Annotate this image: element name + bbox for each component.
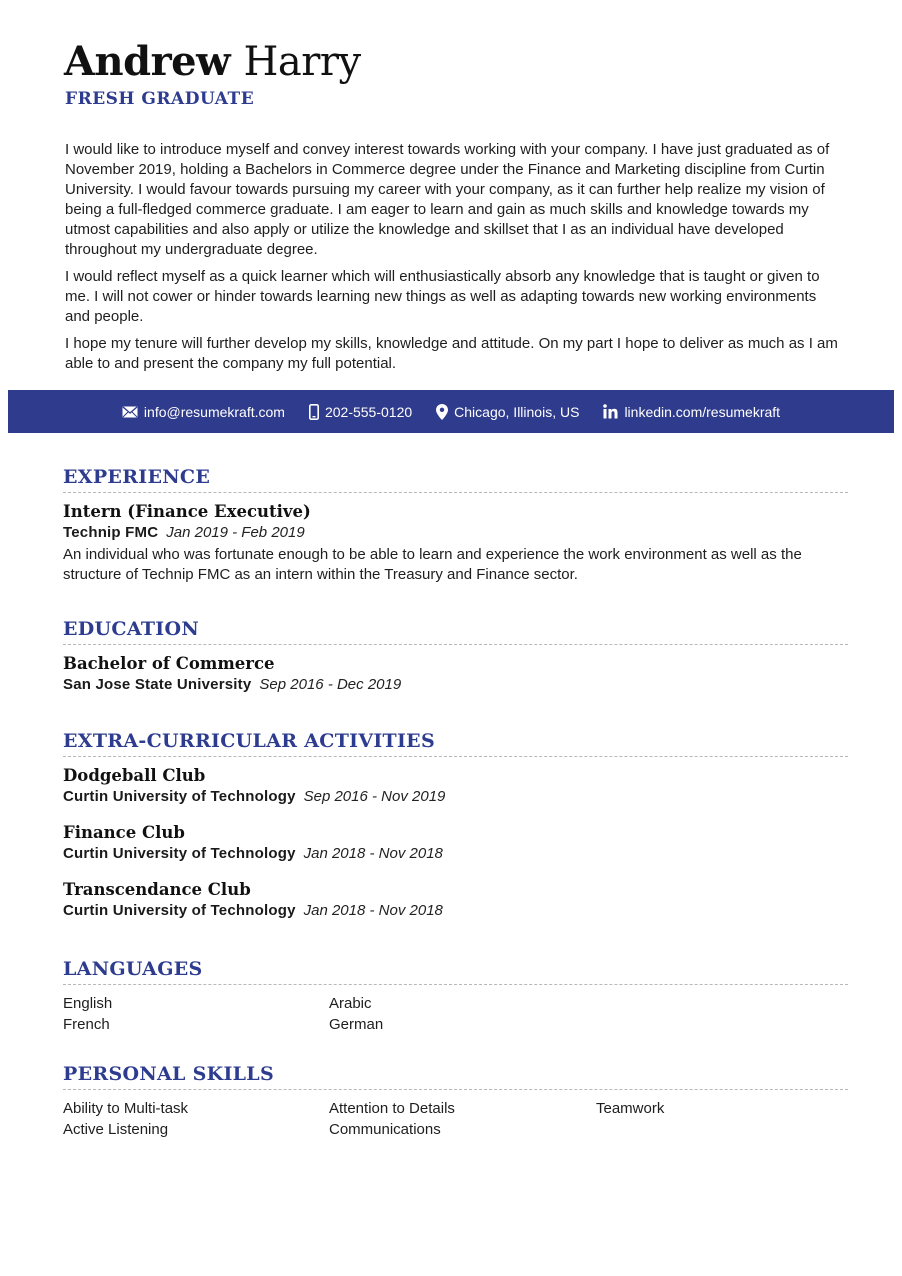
summary-paragraph: I hope my tenure will further develop my skills, knowledge and attitude. On my part I hope to deliver as much as I am able to and present the company my full potential. bbox=[65, 335, 838, 372]
activity-meta bbox=[63, 787, 848, 807]
email-text: info@resumekraft.com bbox=[143, 403, 285, 420]
section-title: EXTRA-CURRICULAR ACTIVITIES bbox=[63, 729, 848, 757]
activity-dates: Jan 2018 - Nov 2018 bbox=[303, 845, 443, 862]
last-name: Harry bbox=[243, 39, 361, 85]
activity-dates: Sep 2016 - Nov 2019 bbox=[303, 788, 446, 805]
headline: FRESH GRADUATE bbox=[65, 89, 255, 109]
education-section bbox=[63, 617, 848, 695]
contact-location bbox=[436, 404, 579, 420]
language-item: French bbox=[63, 1016, 110, 1033]
map-pin-icon bbox=[436, 404, 448, 420]
skills-list bbox=[63, 1098, 848, 1140]
activity-org: Curtin University of Technology bbox=[63, 788, 296, 805]
skill-item: Communications bbox=[329, 1121, 441, 1138]
skill-item: Ability to Multi-task bbox=[63, 1100, 189, 1117]
activity-entry bbox=[63, 765, 848, 807]
phone-icon bbox=[309, 404, 319, 420]
activity-title: Transcendance Club bbox=[63, 880, 251, 899]
first-name: Andrew bbox=[64, 38, 231, 85]
activity-org: Curtin University of Technology bbox=[63, 902, 296, 919]
languages-section bbox=[63, 957, 848, 1035]
section-title: LANGUAGES bbox=[63, 957, 848, 985]
contact-bar bbox=[8, 390, 894, 433]
job-meta bbox=[63, 523, 848, 543]
activity-meta bbox=[63, 901, 848, 921]
languages-list bbox=[63, 993, 848, 1035]
activity-org: Curtin University of Technology bbox=[63, 845, 296, 862]
experience-entry bbox=[63, 501, 848, 585]
language-item: English bbox=[63, 995, 113, 1012]
section-title: EDUCATION bbox=[63, 617, 848, 645]
summary bbox=[65, 140, 840, 381]
activity-dates: Jan 2018 - Nov 2018 bbox=[303, 902, 443, 919]
linkedin-text: linkedin.com/resumekraft bbox=[624, 403, 781, 420]
language-item: German bbox=[329, 1016, 384, 1033]
activity-meta bbox=[63, 844, 848, 864]
contact-phone[interactable] bbox=[309, 404, 412, 420]
skills-section bbox=[63, 1062, 848, 1140]
activities-section bbox=[63, 729, 848, 921]
phone-text: 202-555-0120 bbox=[324, 403, 413, 420]
contact-email[interactable] bbox=[122, 404, 285, 420]
activity-entry bbox=[63, 879, 848, 921]
skill-item: Teamwork bbox=[596, 1100, 665, 1117]
summary-paragraph: I would like to introduce myself and convey interest towards working with your company. I have just graduated as of November 2019, holding a Bachelors in Commerce degree under the Finance and Marketing discipline from Curtin University. I would favour towards pursuing my career with your company, as it can further help realize my vision of being a full-fledged commerce graduate. I am eager to learn and gain as much skills and knowledge towards my utmost capabilities and also apply or utilize the knowledge and skillset that I as an individual have developed throughout my undergraduate degree. bbox=[65, 141, 830, 258]
summary-paragraph: I would reflect myself as a quick learner which will enthusiastically absorb any knowledge that is taught or given to me. I will not cower or hinder towards learning new things as well as adapting towards new working environments and people. bbox=[65, 268, 820, 325]
linkedin-icon bbox=[603, 404, 618, 419]
school: San Jose State University bbox=[63, 676, 252, 693]
activity-title: Dodgeball Club bbox=[63, 766, 206, 785]
section-title: EXPERIENCE bbox=[63, 465, 848, 493]
candidate-name bbox=[64, 38, 361, 86]
education-dates: Sep 2016 - Dec 2019 bbox=[259, 676, 402, 693]
location-text: Chicago, Illinois, US bbox=[454, 403, 580, 420]
experience-section bbox=[63, 465, 848, 585]
skill-item: Active Listening bbox=[63, 1121, 169, 1138]
job-description: An individual who was fortunate enough to be able to learn and experience the work environment as well as the structure of Technip FMC as an intern within the Treasury and Finance sector. bbox=[63, 546, 802, 583]
section-title: PERSONAL SKILLS bbox=[63, 1062, 848, 1090]
activity-entry bbox=[63, 822, 848, 864]
job-dates: Jan 2019 - Feb 2019 bbox=[166, 524, 305, 541]
education-meta bbox=[63, 675, 848, 695]
language-item: Arabic bbox=[329, 995, 372, 1012]
skill-item: Attention to Details bbox=[329, 1100, 455, 1117]
degree-title: Bachelor of Commerce bbox=[63, 654, 275, 673]
job-title: Intern (Finance Executive) bbox=[63, 502, 311, 521]
employer: Technip FMC bbox=[63, 524, 159, 541]
activity-title: Finance Club bbox=[63, 823, 185, 842]
education-entry bbox=[63, 653, 848, 695]
envelope-icon bbox=[122, 406, 138, 418]
contact-linkedin[interactable] bbox=[603, 404, 780, 420]
